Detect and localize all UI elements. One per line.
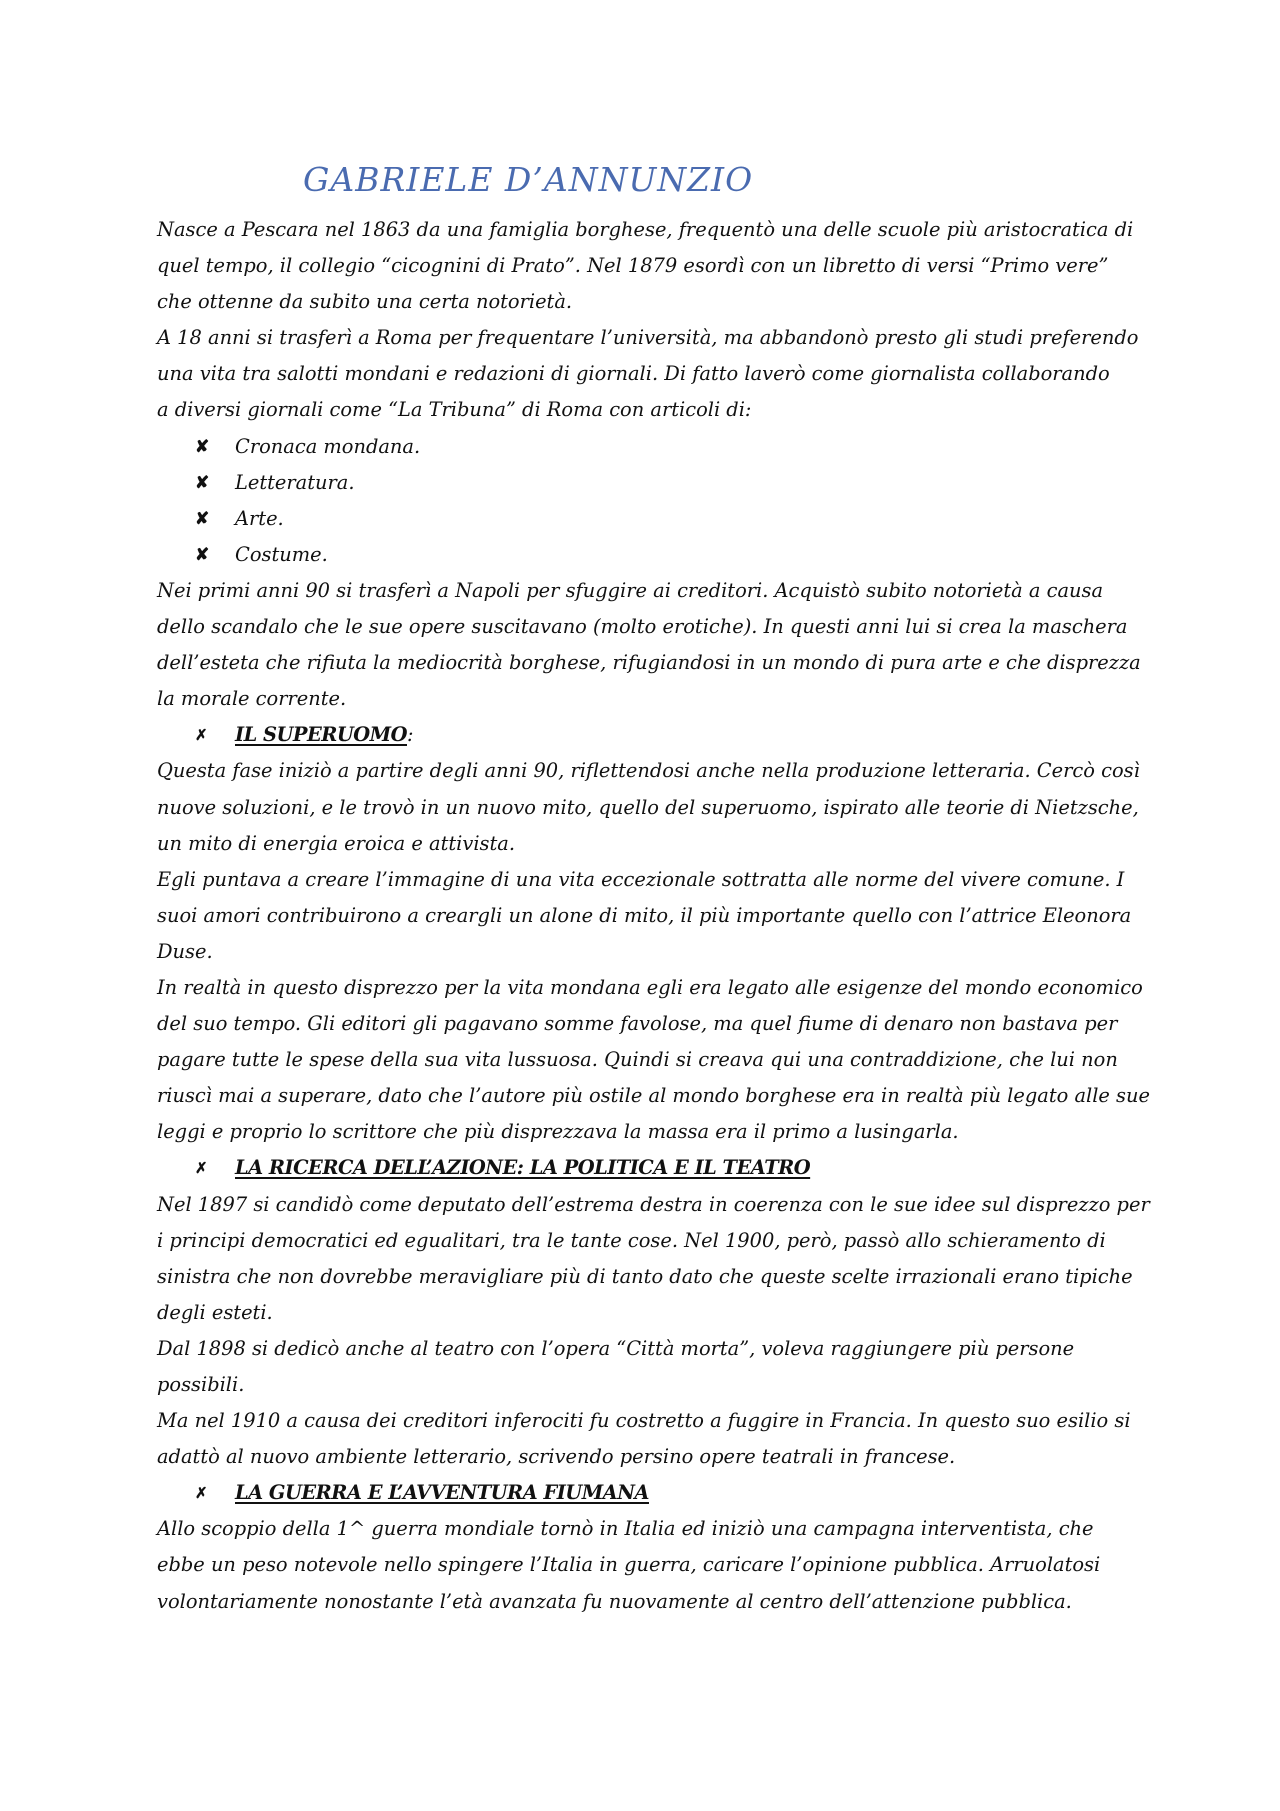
- text-line: i principi democratici ed egualitari, tra le tante cose. Nel 1900, però, passò allo schieramento di: [157, 1228, 1106, 1252]
- section-heading-guerra: [157, 1475, 1142, 1511]
- text-line: leggi e proprio lo scrittore che più disprezzava la massa era il primo a lusingarla.: [157, 1120, 959, 1144]
- list-item: [157, 537, 1142, 573]
- document-body: [157, 212, 1150, 1620]
- paragraph-superuomo-1: [157, 753, 1142, 861]
- list-item-text: Costume.: [235, 542, 328, 566]
- paragraph-superuomo-2: [157, 862, 1142, 970]
- section-heading-text: LA RICERCA DELL’AZIONE: LA POLITICA E IL TEATRO: [235, 1156, 811, 1180]
- cross-bullet-icon: ✗: [195, 726, 208, 745]
- text-line: suoi amori contribuirono a creargli un alone di mito, il più importante quello con l’attrice Eleonora: [157, 903, 1132, 927]
- text-line: la morale corrente.: [157, 687, 347, 711]
- section-heading-azione: [157, 1150, 1142, 1186]
- cross-bullet-icon: ✘: [195, 508, 210, 529]
- list-item-text: Letteratura.: [235, 470, 355, 494]
- paragraph-rome: [157, 320, 1142, 428]
- section-heading-text: LA GUERRA E L’AVVENTURA FIUMANA: [235, 1481, 649, 1505]
- text-line: In realtà in questo disprezzo per la vita mondana egli era legato alle esigenze del mondo economico: [157, 975, 1143, 999]
- text-line: A 18 anni si trasferì a Roma per frequentare l’università, ma abbandonò presto gli studi preferendo: [157, 326, 1139, 350]
- text-line: Nei primi anni 90 si trasferì a Napoli per sfuggire ai creditori. Acquistò subito notorietà a causa: [157, 578, 1104, 602]
- text-line: Duse.: [157, 939, 213, 963]
- text-line: volontariamente nonostante l’età avanzata fu nuovamente al centro dell’attenzione pubblica.: [157, 1589, 1072, 1613]
- list-item: [157, 429, 1142, 465]
- paragraph-azione-2: [157, 1331, 1142, 1403]
- text-line: riuscì mai a superare, dato che l’autore più ostile al mondo borghese era in realtà più legato alle sue: [157, 1084, 1150, 1108]
- text-line: possibili.: [157, 1373, 245, 1396]
- text-line: dello scandalo che le sue opere suscitavano (molto erotiche). In questi anni lui si crea la maschera: [157, 615, 1128, 639]
- text-line: Ma nel 1910 a causa dei creditori inferociti fu costretto a fuggire in Francia. In questo suo esilio si: [157, 1409, 1131, 1433]
- paragraph-azione-3: [157, 1403, 1142, 1475]
- paragraph-guerra-1: [157, 1511, 1142, 1619]
- text-line: quel tempo, il collegio “cicognini di Prato”. Nel 1879 esordì con un libretto di versi “Primo vere”: [157, 254, 1109, 278]
- text-line: un mito di energia eroica e attivista.: [157, 831, 515, 855]
- text-line: Dal 1898 si dedicò anche al teatro con l’opera “Città morta”, voleva raggiungere più persone: [157, 1336, 1075, 1360]
- text-line: Questa fase iniziò a partire degli anni 90, riflettendosi anche nella produzione letteraria. Cercò così: [157, 759, 1140, 783]
- paragraph-superuomo-3: [157, 970, 1150, 1150]
- list-item: [157, 465, 1142, 501]
- text-line: a diversi giornali come “La Tribuna” di Roma con articoli di:: [157, 398, 752, 422]
- list-item-text: Cronaca mondana.: [235, 434, 421, 458]
- section-heading-superuomo: [157, 717, 1142, 753]
- paragraph-intro: [157, 212, 1142, 320]
- text-line: che ottenne da subito una certa notorietà.: [157, 290, 573, 314]
- text-line: degli esteti.: [157, 1300, 273, 1324]
- text-line: del suo tempo. Gli editori gli pagavano somme favolose, ma quel fiume di denaro non bastava per: [157, 1012, 1118, 1036]
- articles-list: [157, 429, 1142, 573]
- cross-bullet-icon: ✗: [195, 1484, 208, 1503]
- cross-bullet-icon: ✗: [195, 1159, 208, 1178]
- text-line: Nasce a Pescara nel 1863 da una famiglia borghese, frequentò una delle scuole più aristocratica di: [157, 218, 1134, 241]
- text-line: pagare tutte le spese della sua vita lussuosa. Quindi si creava qui una contraddizione, che lui non: [157, 1048, 1118, 1072]
- section-heading-colon: :: [407, 723, 414, 747]
- text-line: adattò al nuovo ambiente letterario, scrivendo persino opere teatrali in francese.: [157, 1445, 956, 1469]
- text-line: Nel 1897 si candidò come deputato dell’estrema destra in coerenza con le sue idee sul disprezzo per: [157, 1192, 1150, 1216]
- text-line: Egli puntava a creare l’immagine di una vita eccezionale sottratta alle norme del vivere comune. I: [157, 867, 1125, 891]
- paragraph-azione-1: [157, 1187, 1150, 1331]
- list-item-text: Arte.: [235, 506, 284, 530]
- text-line: Allo scoppio della 1^ guerra mondiale tornò in Italia ed iniziò una campagna interventista, che: [157, 1517, 1094, 1541]
- text-line: nuove soluzioni, e le trovò in un nuovo mito, quello del superuomo, ispirato alle teorie di Nietzsche,: [157, 795, 1139, 819]
- list-item: [157, 501, 1142, 537]
- page-title: GABRIELE D’ANNUNZIO: [303, 160, 754, 199]
- text-line: sinistra che non dovrebbe meravigliare più di tanto dato che queste scelte irrazionali erano tipiche: [157, 1264, 1133, 1288]
- text-line: una vita tra salotti mondani e redazioni di giornali. Di fatto laverò come giornalista collaborando: [157, 362, 1110, 386]
- paragraph-naples: [157, 573, 1142, 717]
- text-line: dell’esteta che rifiuta la mediocrità borghese, rifugiandosi in un mondo di pura arte e che disprezza: [157, 651, 1141, 675]
- cross-bullet-icon: ✘: [195, 436, 210, 457]
- text-line: ebbe un peso notevole nello spingere l’Italia in guerra, caricare l’opinione pubblica. Arruolatosi: [157, 1553, 1101, 1577]
- section-heading-text: IL SUPERUOMO: [235, 723, 407, 747]
- cross-bullet-icon: ✘: [195, 472, 210, 493]
- cross-bullet-icon: ✘: [195, 544, 210, 565]
